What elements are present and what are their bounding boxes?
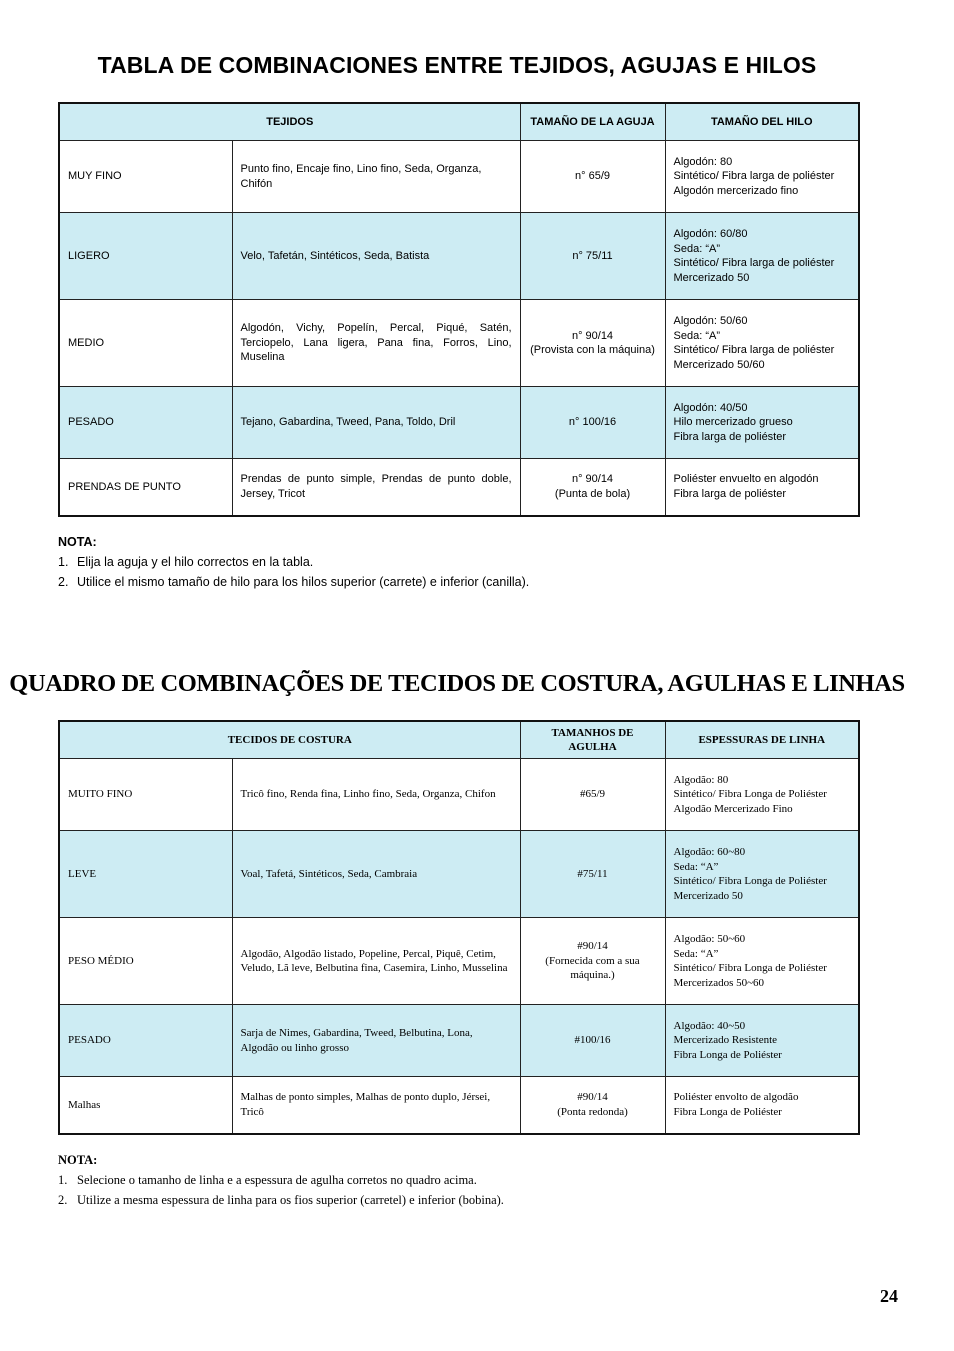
table-row bbox=[59, 831, 859, 918]
fabric-list: Algodón, Vichy, Popelín, Percal, Piqué, Satén, Terciopelo, Lana ligera, Pana fina, Forros, Lino, Muselina bbox=[232, 300, 520, 387]
thread-size: Algodón: 60/80 Seda: “A” Sintético/ Fibra larga de poliéster Mercerizado 50 bbox=[665, 213, 859, 300]
note-title: NOTA: bbox=[58, 535, 97, 549]
needle-size: n° 90/14 (Provista con la máquina) bbox=[520, 300, 665, 387]
table-row bbox=[59, 213, 859, 300]
thread-size: Poliéster envolto de algodão Fibra Longa de Poliéster bbox=[665, 1077, 859, 1134]
thread-size: Algodão: 80 Sintético/ Fibra Longa de Poliéster Algodão Mercerizado Fino bbox=[665, 759, 859, 831]
spanish-note bbox=[58, 532, 878, 592]
fabric-category: PESADO bbox=[59, 1005, 232, 1077]
fabric-category: MEDIO bbox=[59, 300, 232, 387]
portuguese-combination-table bbox=[58, 720, 860, 1135]
thread-size: Algodón: 40/50 Hilo mercerizado grueso Fibra larga de poliéster bbox=[665, 387, 859, 459]
note-item: 1. Elija la aguja y el hilo correctos en la tabla. bbox=[58, 555, 314, 569]
table-row bbox=[59, 387, 859, 459]
thread-size: Algodón: 50/60 Seda: “A” Sintético/ Fibra larga de poliéster Mercerizado 50/60 bbox=[665, 300, 859, 387]
thread-size: Algodão: 60~80 Seda: “A” Sintético/ Fibra Longa de Poliéster Mercerizado 50 bbox=[665, 831, 859, 918]
fabric-list: Voal, Tafetá, Sintéticos, Seda, Cambraia bbox=[232, 831, 520, 918]
needle-size: n° 65/9 bbox=[520, 141, 665, 213]
table-row bbox=[59, 459, 859, 516]
needle-size: n° 75/11 bbox=[520, 213, 665, 300]
table-header-row bbox=[59, 721, 859, 759]
header-needle: TAMANHOS DE AGULHA bbox=[520, 721, 665, 759]
fabric-list: Sarja de Nimes, Gabardina, Tweed, Belbutina, Lona, Algodão ou linho grosso bbox=[232, 1005, 520, 1077]
table-header-row bbox=[59, 103, 859, 141]
header-fabrics: TEJIDOS bbox=[59, 103, 520, 141]
table-row bbox=[59, 1005, 859, 1077]
note-item: 2. Utilice el mismo tamaño de hilo para los hilos superior (carrete) e inferior (canilla). bbox=[58, 575, 530, 589]
fabric-category: LEVE bbox=[59, 831, 232, 918]
note-item: 1. Selecione o tamanho de linha e a espessura de agulha corretos no quadro acima. bbox=[58, 1173, 477, 1187]
needle-size: n° 90/14 (Punta de bola) bbox=[520, 459, 665, 516]
fabric-category: LIGERO bbox=[59, 213, 232, 300]
fabric-list: Algodão, Algodão listado, Popeline, Percal, Piquê, Cetim, Veludo, Lã leve, Belbutina fina, Casemira, Linho, Musselina bbox=[232, 918, 520, 1005]
spanish-table-title: TABLA DE COMBINACIONES ENTRE TEJIDOS, AGUJAS E HILOS bbox=[97, 52, 817, 78]
table-row bbox=[59, 300, 859, 387]
needle-size: #90/14 (Fornecida com a sua máquina.) bbox=[520, 918, 665, 1005]
table-row bbox=[59, 918, 859, 1005]
note-title: NOTA: bbox=[58, 1153, 98, 1167]
fabric-category: MUY FINO bbox=[59, 141, 232, 213]
thread-size: Poliéster envuelto en algodón Fibra larga de poliéster bbox=[665, 459, 859, 516]
thread-size: Algodão: 50~60 Seda: “A” Sintético/ Fibra Longa de Poliéster Mercerizados 50~60 bbox=[665, 918, 859, 1005]
needle-size: #100/16 bbox=[520, 1005, 665, 1077]
fabric-list: Velo, Tafetán, Sintéticos, Seda, Batista bbox=[232, 213, 520, 300]
needle-size: #65/9 bbox=[520, 759, 665, 831]
header-thread: TAMAÑO DEL HILO bbox=[665, 103, 859, 141]
spanish-combination-table bbox=[58, 102, 860, 517]
note-list bbox=[58, 552, 878, 592]
note-item: 2. Utilize a mesma espessura de linha para os fios superior (carretel) e inferior (bobina). bbox=[58, 1193, 504, 1207]
needle-size: #75/11 bbox=[520, 831, 665, 918]
table-row bbox=[59, 141, 859, 213]
page-number: 24 bbox=[880, 1286, 898, 1306]
fabric-category: PRENDAS DE PUNTO bbox=[59, 459, 232, 516]
fabric-list: Malhas de ponto simples, Malhas de ponto duplo, Jérsei, Tricô bbox=[232, 1077, 520, 1134]
fabric-list: Tejano, Gabardina, Tweed, Pana, Toldo, Dril bbox=[232, 387, 520, 459]
fabric-category: Malhas bbox=[59, 1077, 232, 1134]
note-list bbox=[58, 1170, 878, 1210]
thread-size: Algodão: 40~50 Mercerizado Resistente Fibra Longa de Poliéster bbox=[665, 1005, 859, 1077]
table-row bbox=[59, 1077, 859, 1134]
fabric-list: Punto fino, Encaje fino, Lino fino, Seda, Organza, Chifón bbox=[232, 141, 520, 213]
header-fabrics: TECIDOS DE COSTURA bbox=[59, 721, 520, 759]
fabric-category: PESADO bbox=[59, 387, 232, 459]
fabric-category: PESO MÉDIO bbox=[59, 918, 232, 1005]
table-row bbox=[59, 759, 859, 831]
thread-size: Algodón: 80 Sintético/ Fibra larga de poliéster Algodón mercerizado fino bbox=[665, 141, 859, 213]
fabric-category: MUITO FINO bbox=[59, 759, 232, 831]
header-thread: ESPESSURAS DE LINHA bbox=[665, 721, 859, 759]
fabric-list: Tricô fino, Renda fina, Linho fino, Seda, Organza, Chifon bbox=[232, 759, 520, 831]
needle-size: #90/14 (Ponta redonda) bbox=[520, 1077, 665, 1134]
header-needle: TAMAÑO DE LA AGUJA bbox=[520, 103, 665, 141]
portuguese-note bbox=[58, 1150, 878, 1210]
portuguese-table-title: QUADRO DE COMBINAÇÕES DE TECIDOS DE COSTURA, AGULHAS E LINHAS bbox=[9, 670, 905, 697]
fabric-list: Prendas de punto simple, Prendas de punto doble, Jersey, Tricot bbox=[232, 459, 520, 516]
needle-size: n° 100/16 bbox=[520, 387, 665, 459]
